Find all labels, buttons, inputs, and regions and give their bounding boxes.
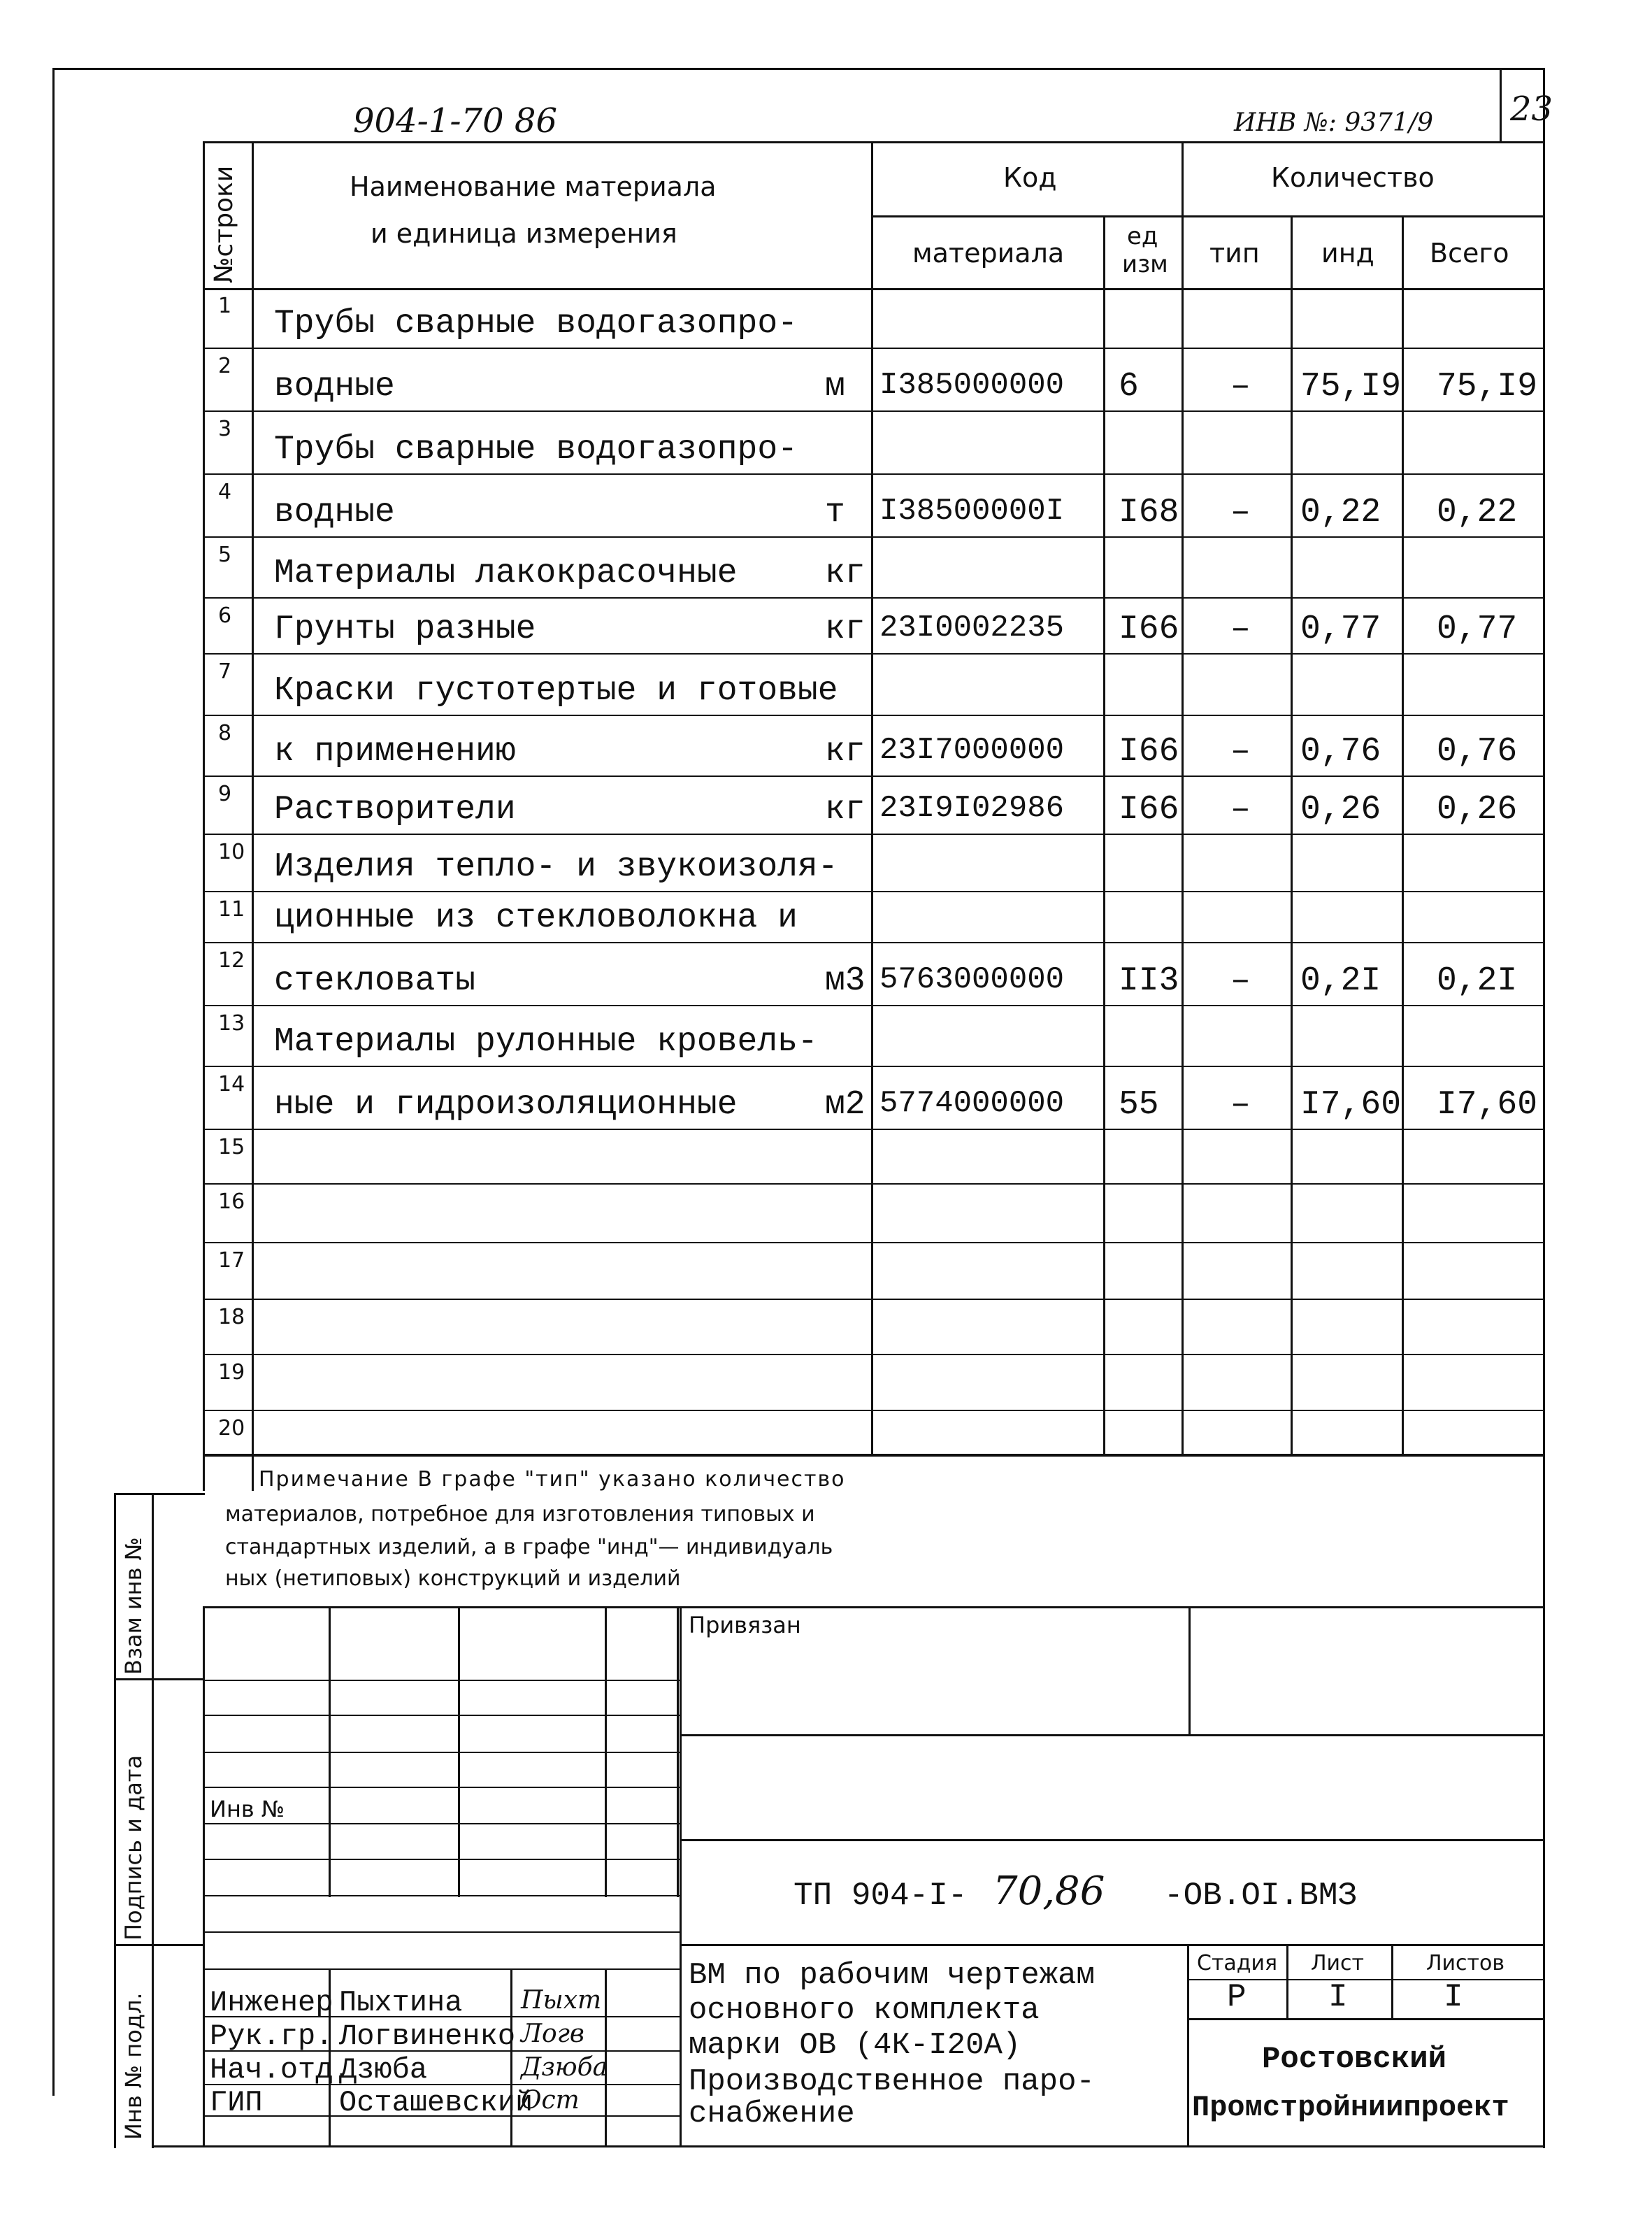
rownum-header: №строки <box>210 165 238 283</box>
row-line <box>203 1129 1545 1130</box>
row-line <box>203 891 1545 892</box>
qty-ind: 0,22 <box>1300 494 1381 531</box>
sheets-label: Листов <box>1426 1951 1505 1975</box>
row-number: 4 <box>218 480 232 504</box>
doc-code-handwritten-part: 70,86 <box>993 1868 1105 1914</box>
header-sub-line <box>871 215 1545 217</box>
row-number: 14 <box>218 1072 245 1096</box>
row-line <box>203 942 1545 943</box>
note-line3: стандартных изделий, а в графе "инд"— индивидуаль <box>225 1535 833 1559</box>
signer-signature: Ост <box>521 2086 580 2115</box>
inventory-number: ИНВ №: 9371/9 <box>1234 108 1433 137</box>
note-line1: Примечание В графе "тип" указано количество <box>259 1467 846 1492</box>
privyazan-divider <box>1188 1606 1191 1736</box>
row-line <box>203 473 1545 475</box>
row-line <box>203 776 1545 777</box>
side-strip-sep2 <box>114 1944 205 1946</box>
material-name: Грунты разные <box>274 610 536 648</box>
side-strip-sep1 <box>114 1678 205 1680</box>
qty-type: – <box>1230 1086 1251 1124</box>
material-name: водные <box>274 368 395 406</box>
material-name: к применению <box>274 733 516 771</box>
material-name: ные и гидроизоляционные <box>274 1086 738 1124</box>
qty-ind: 75,I9 <box>1300 368 1402 406</box>
sheets-value: I <box>1444 1979 1463 2015</box>
unit-code: 55 <box>1119 1086 1159 1124</box>
material-code: 5763000000 <box>879 962 1065 997</box>
side-label-vzam: Взам инв № <box>120 1537 147 1675</box>
signer-name: Логвиненко <box>339 2020 516 2053</box>
material-unit: м3 <box>825 962 865 1000</box>
row-number: 13 <box>218 1011 245 1036</box>
material-name: Краски густотертые и готовые <box>274 672 838 710</box>
material-unit: кг <box>825 555 865 592</box>
inv-no-label: Инв № <box>210 1796 285 1822</box>
material-code: 23I9I02986 <box>879 791 1065 826</box>
qty-ind: 0,77 <box>1300 610 1381 648</box>
rev-row-4 <box>203 1787 680 1788</box>
signer-name: Пыхтина <box>339 1986 463 2020</box>
material-unit: м <box>825 368 845 406</box>
material-name: Материалы рулонные кровель- <box>274 1023 818 1061</box>
name-header-line1: Наименование материала <box>350 171 717 202</box>
qty-total: I7,60 <box>1437 1086 1538 1124</box>
sheet-value: I <box>1328 1979 1348 2015</box>
unit-col-line <box>1181 141 1184 1456</box>
rev-row-8 <box>203 1931 680 1933</box>
material-name: Материалы лакокрасочные <box>274 555 738 592</box>
row-number: 10 <box>218 840 245 864</box>
material-unit: кг <box>825 791 865 829</box>
unit-header-line1: ед <box>1127 222 1158 250</box>
row-line <box>203 348 1545 349</box>
stage-value: Р <box>1227 1979 1247 2015</box>
row-number: 3 <box>218 417 232 441</box>
qty-type: – <box>1230 962 1251 1000</box>
row-number: 17 <box>218 1248 245 1273</box>
row-number: 11 <box>218 897 245 922</box>
side-label-inv-podl: Инв № подл. <box>120 1992 147 2140</box>
privyazan-bottom <box>680 1734 1545 1736</box>
side-strip-mid <box>152 1493 154 2148</box>
signer-signature: Дзюба <box>521 2053 608 2082</box>
material-name: Трубы сварные водогазопро- <box>274 305 798 343</box>
row-line <box>203 1454 1545 1455</box>
material-unit: т <box>825 494 845 531</box>
doc-code-suffix: -ОВ.ОI.ВМЗ <box>1164 1878 1358 1914</box>
code-material-header: материала <box>912 238 1065 269</box>
unit-code: I66 <box>1119 610 1179 648</box>
frame-right <box>1543 68 1545 2148</box>
row-line <box>203 1066 1545 1067</box>
material-name: ционные из стекловолокна и <box>274 899 798 937</box>
header-bottom-line <box>203 288 1545 290</box>
qty-ind: 0,26 <box>1300 791 1381 829</box>
qty-group-header: Количество <box>1271 162 1435 193</box>
side-strip-top <box>114 1493 205 1495</box>
sheet-label: Лист <box>1311 1951 1365 1975</box>
name-col-line <box>871 141 873 1456</box>
qty-ind: 0,76 <box>1300 733 1381 771</box>
rev-row-5 <box>203 1823 680 1824</box>
signer-name: Осташевский <box>339 2086 533 2120</box>
row-number: 20 <box>218 1416 245 1441</box>
row-number: 5 <box>218 543 232 567</box>
row-number: 16 <box>218 1189 245 1214</box>
qty-type-header: тип <box>1209 238 1260 269</box>
row-line <box>203 597 1545 599</box>
signer-role: Нач.отд. <box>210 2053 351 2087</box>
row-line <box>203 834 1545 835</box>
doc-code-prefix: ТП 904-I- <box>793 1878 968 1914</box>
signer-role: Инженер <box>210 1986 333 2020</box>
code-row-bottom <box>680 1944 1545 1946</box>
row-number: 2 <box>218 354 232 378</box>
material-code: 23I0002235 <box>879 610 1065 645</box>
unit-code: I68 <box>1119 494 1179 531</box>
qty-total: 0,26 <box>1437 791 1518 829</box>
tip-col-line <box>1291 217 1293 1456</box>
material-name: Трубы сварные водогазопро- <box>274 431 798 469</box>
side-strip-left <box>114 1493 116 2148</box>
description-line: ВМ по рабочим чертежам <box>689 1958 1095 1993</box>
stage-col-1 <box>1286 1944 1288 2020</box>
description-line: снабжение <box>689 2096 855 2131</box>
table-left-line <box>203 141 205 1491</box>
material-code: 5774000000 <box>879 1086 1065 1121</box>
header-line <box>203 141 1545 143</box>
stage-col-2 <box>1391 1944 1393 2020</box>
qty-total-header: Всего <box>1430 238 1509 269</box>
note-line4: ных (нетиповых) конструкций и изделий <box>225 1566 681 1591</box>
row-line <box>203 1299 1545 1300</box>
rev-row-3 <box>203 1752 680 1753</box>
code-group-header: Код <box>1003 162 1057 193</box>
frame-top <box>52 68 1545 70</box>
row-number: 1 <box>218 294 232 318</box>
privyazan-label: Привязан <box>689 1612 801 1638</box>
frame-bottom <box>152 2145 1545 2147</box>
unit-code: I66 <box>1119 791 1179 829</box>
qty-total: 0,76 <box>1437 733 1518 771</box>
frame-left <box>52 68 55 2096</box>
material-unit: кг <box>825 610 865 648</box>
note-line2: материалов, потребное для изготовления типовых и <box>225 1502 815 1527</box>
material-code: 23I7000000 <box>879 733 1065 768</box>
material-name: стекловаты <box>274 962 476 1000</box>
material-name: Растворители <box>274 791 516 829</box>
row-line <box>203 1183 1545 1185</box>
name-header-line2: и единица измерения <box>371 218 677 249</box>
qty-total: 75,I9 <box>1437 368 1538 406</box>
description-line: марки ОВ (4К-I20А) <box>689 2028 1021 2063</box>
side-label-podpis: Подпись и дата <box>120 1754 147 1940</box>
qty-ind: I7,60 <box>1300 1086 1402 1124</box>
row-line <box>203 1354 1545 1355</box>
qty-ind: 0,2I <box>1300 962 1381 1000</box>
rev-row-6 <box>203 1859 680 1860</box>
doc-code-handwritten: 904-1-70 86 <box>353 101 558 141</box>
material-code: I385000000 <box>879 368 1065 403</box>
row-number: 15 <box>218 1135 245 1159</box>
unit-header-line2: изм <box>1122 250 1168 278</box>
tb-left-line <box>203 1606 205 2145</box>
signer-name: Дзюба <box>339 2053 428 2087</box>
code-col-line <box>1103 217 1105 1456</box>
rownum-col-line <box>252 141 254 1491</box>
ind-col-line <box>1402 217 1404 1456</box>
qty-type: – <box>1230 791 1251 829</box>
material-unit: м2 <box>825 1086 865 1124</box>
page-number-divider <box>1500 68 1502 141</box>
material-unit: кг <box>825 733 865 771</box>
qty-total: 0,2I <box>1437 962 1518 1000</box>
row-line <box>203 1005 1545 1006</box>
signer-role: ГИП <box>210 2086 263 2120</box>
description-line: Производственное паро- <box>689 2064 1095 2099</box>
row-number: 19 <box>218 1360 245 1385</box>
signer-signature: Логв <box>521 2020 584 2048</box>
stage-bottom-line <box>1187 2018 1545 2020</box>
description-line: основного комплекта <box>689 1993 1040 2028</box>
signer-role: Рук.гр. <box>210 2020 333 2053</box>
organization-line2: Промстройниипроект <box>1192 2091 1509 2124</box>
unit-code: I66 <box>1119 733 1179 771</box>
tb-main-divider <box>680 1606 682 2145</box>
rev-row-7 <box>203 1895 680 1896</box>
unit-code: 6 <box>1119 368 1139 406</box>
qty-type: – <box>1230 610 1251 648</box>
qty-total: 0,22 <box>1437 494 1518 531</box>
row-line <box>203 1242 1545 1243</box>
code-row-top <box>680 1839 1545 1841</box>
row-line <box>203 410 1545 412</box>
qty-total: 0,77 <box>1437 610 1518 648</box>
row-line <box>203 536 1545 538</box>
row-line <box>203 653 1545 655</box>
rev-row-1 <box>203 1680 680 1681</box>
material-name: водные <box>274 494 395 531</box>
tb-top-line <box>203 1606 1545 1608</box>
organization-line1: Ростовский <box>1262 2042 1447 2077</box>
rev-row-2 <box>203 1715 680 1716</box>
row-line <box>203 715 1545 716</box>
qty-type: – <box>1230 494 1251 531</box>
unit-code: II3 <box>1119 962 1179 1000</box>
rev-row-9 <box>203 1968 680 1970</box>
material-name: Изделия тепло- и звукоизоля- <box>274 848 838 886</box>
material-code: I38500000I <box>879 494 1065 529</box>
row-number: 7 <box>218 659 232 684</box>
page-number: 23 <box>1510 90 1553 129</box>
row-number: 6 <box>218 603 232 628</box>
signer-signature: Пыхт <box>521 1986 602 2015</box>
row-number: 18 <box>218 1305 245 1329</box>
stage-label: Стадия <box>1197 1951 1278 1975</box>
row-line <box>203 1410 1545 1411</box>
row-number: 8 <box>218 721 232 745</box>
qty-type: – <box>1230 368 1251 406</box>
qty-ind-header: инд <box>1321 238 1374 269</box>
row-number: 12 <box>218 948 245 973</box>
stage-block-left <box>1187 1944 1189 2145</box>
row-number: 9 <box>218 782 232 806</box>
qty-type: – <box>1230 733 1251 771</box>
